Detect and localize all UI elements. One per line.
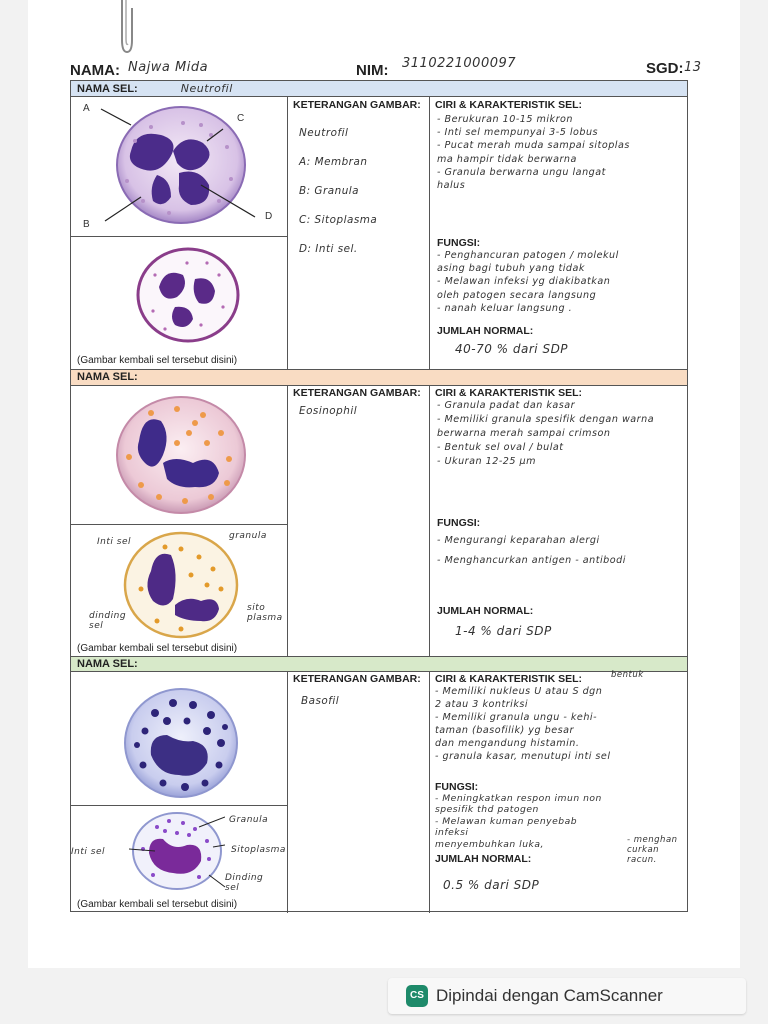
basophil-illustration [121,685,241,801]
section-2-ciri: - Granula padat dan kasar - Memiliki granula spesifik dengan warna berwarna merah sampai crimson - Bentuk sel oval / bulat - Ukuran 12-25 µm [437,400,655,467]
camscanner-logo-icon: CS [406,985,428,1007]
eos-label-granula: granula [229,531,267,541]
worksheet-table [70,80,688,912]
nim-value: 3110221000097 [402,56,517,71]
section-1-band-label: NAMA SEL: [77,83,138,95]
section-1-fungsi-head: FUNGSI: [437,237,481,249]
section-1-ciri: - Berukuran 10-15 mikron - Inti sel mempunyai 3-5 lobus - Pucat merah muda sampai sitoplas ma hampir tidak berwarna - Granula berwarna ungu langat halus [437,114,630,192]
section-3-fungsi-side: - menghan curkan racun. [627,835,678,865]
section-3-ciri: - Memiliki nukleus U atau S dgn 2 atau 3 kontriksi - Memiliki granula ungu - kehi- taman (basofilik) yg besar dan mengandung histamin. - granula kasar, menutupi inti sel [435,686,611,762]
section-1-keterangan: Neutrofil A: Membran B: Granula C: Sitoplasma D: Inti sel. [299,127,378,255]
section-2-band-label: NAMA SEL: [77,371,138,383]
section-1-band-value: Neutrofil [180,82,233,95]
camscanner-badge [388,978,746,1014]
section-2-caption: (Gambar kembali sel tersebut disini) [77,643,238,654]
section-3-jumlah-head: JUMLAH NORMAL: [435,853,532,865]
section-1-caption: (Gambar kembali sel tersebut disini) [77,355,238,366]
section-2-keterangan-head: KETERANGAN GAMBAR: [293,387,421,399]
section-2-ciri-head: CIRI & KARAKTERISTIK SEL: [435,387,582,399]
section-2-keterangan: Eosinophil [299,405,358,417]
baso-label-sito: Sitoplasma [231,845,286,855]
section-3-ciri-head: CIRI & KARAKTERISTIK SEL: [435,673,582,685]
section-1-jumlah: 40-70 % dari SDP [455,342,569,356]
eos-label-dinding: dinding sel [89,611,127,631]
label-a: A [83,103,90,114]
section-3-keterangan-head: KETERANGAN GAMBAR: [293,673,421,685]
section-3-keterangan: Basofil [301,695,340,707]
section-3-band-label: NAMA SEL: [77,658,138,670]
nama-value: Najwa Mida [128,60,209,75]
section-1-jumlah-head: JUMLAH NORMAL: [437,325,534,337]
neutrophil-drawing [135,245,241,345]
label-d: D [265,211,273,222]
baso-label-dinding: Dinding sel [225,873,264,893]
section-3-fungsi-head: FUNGSI: [435,781,479,793]
baso-label-granula: Granula [229,815,269,825]
section-2-jumlah: 1-4 % dari SDP [455,624,552,638]
eos-label-sito: sito plasma [247,603,283,623]
section-3-caption: (Gambar kembali sel tersebut disini) [77,899,238,910]
section-3-ciri-extra: bentuk [611,670,644,680]
section-3-jumlah: 0.5 % dari SDP [443,878,540,892]
eosinophil-illustration [111,393,251,519]
section-1-fungsi: - Penghancuran patogen / molekul asing bagi tubuh yang tidak - Melawan infeksi yg diakibatkan oleh patogen secara langsung - nanah keluar langsung . [437,250,619,314]
section-3-band [71,656,687,672]
baso-label-inti: Inti sel [71,847,105,857]
basophil-drawing [129,809,225,893]
section-2-band [71,369,687,386]
sgd-value: 13 [684,60,702,75]
eos-label-inti: Inti sel [97,537,131,547]
section-2-fungsi: - Mengurangi keparahan alergi - Menghancurkan antigen - antibodi [437,535,626,566]
label-c: C [237,113,245,124]
eosinophil-drawing [121,529,241,643]
section-1-band [71,81,687,97]
sgd-label: SGD: [646,60,684,77]
nama-label: NAMA: [70,62,120,79]
paperclip-icon [116,0,138,58]
section-1-keterangan-head: KETERANGAN GAMBAR: [293,99,421,111]
section-2-fungsi-head: FUNGSI: [437,517,481,529]
section-3-fungsi: - Meningkatkan respon imun non spesifik thd patogen - Melawan kuman penyebab infeksi menyembuhkan luka, [435,793,602,850]
nim-label: NIM: [356,62,389,79]
section-1-ciri-head: CIRI & KARAKTERISTIK SEL: [435,99,582,111]
section-2-jumlah-head: JUMLAH NORMAL: [437,605,534,617]
label-b: B [83,219,90,230]
camscanner-text: Dipindai dengan CamScanner [436,986,663,1005]
